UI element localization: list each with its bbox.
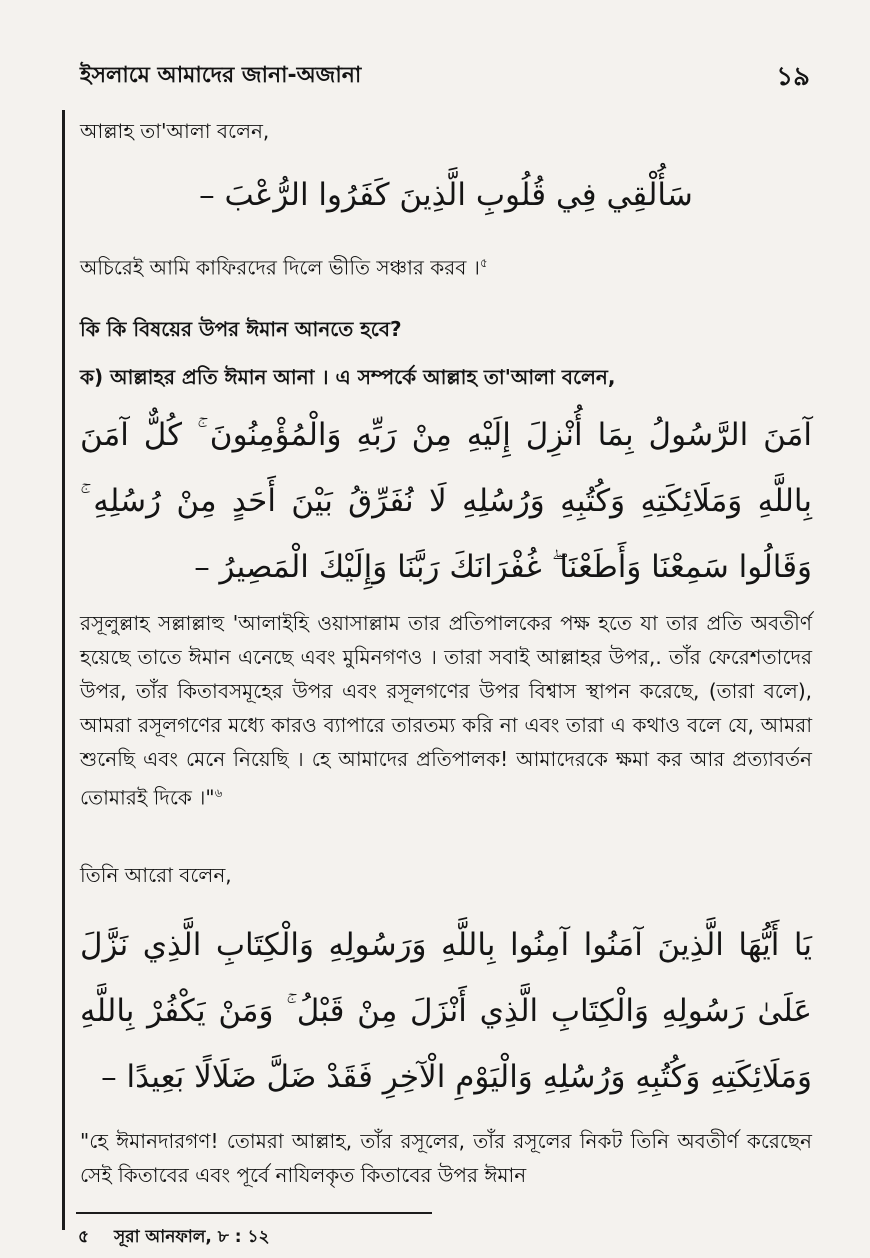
intro-line: আল্লাহ তা'আলা বলেন, bbox=[80, 119, 270, 143]
margin-rule bbox=[62, 110, 65, 1230]
intro-translation bbox=[80, 246, 812, 285]
footnote-ref-6: ৬ bbox=[214, 786, 223, 800]
verse1-translation-text: রসূলুল্লাহ সল্লাল্লাহু 'আলাইহি ওয়াসাল্লাম তার প্রতিপালকের পক্ষ হতে যা তার প্রতি অবতীর্ণ হয়েছে তাতে ঈমান এনেছে এবং মুমিনগণও । তারা সবাই আল্লাহর উপর,. তাঁর ফেরেশতাদের উপর, তাঁর কিতাবসমূহের উপর এবং রসূলগণের উপর বিশ্বাস স্থাপন করেছে, (তারা বলে), আমরা রসূলগণের মধ্যে কারও ব্যাপারে তারতম্য করি না এবং তারা এ কথাও বলে যে, আমরা শুনেছি এবং মেনে নিয়েছি । হে আমাদের প্রতিপালক! আমাদেরকে ক্ষমা কর আর প্রত্যাবর্তন তোমারই দিকে ।" bbox=[80, 611, 812, 810]
footnote-number: ৫ bbox=[78, 1227, 90, 1247]
footnote-ref-5: ৫ bbox=[479, 256, 488, 270]
verse2-translation: "হে ঈমানদারগণ! তোমরা আল্লাহ, তাঁর রসূলের, তাঁর রসূলের নিকট তিনি অবতীর্ণ করেছেন সেই কিতাবের এবং পূর্বে নাযিলকৃত কিতাবের উপর ঈমান bbox=[80, 1129, 812, 1187]
footnote-rule bbox=[76, 1212, 432, 1214]
arabic-verse-baqarah: آمَنَ الرَّسُولُ بِمَا أُنْزِلَ إِلَيْهِ مِنْ رَبِّهِ وَالْمُؤْمِنُونَ ۚ كُلٌّ آمَنَ بِاللَّهِ وَمَلَائِكَتِهِ وَكُتُبِهِ وَرُسُلِهِ لَا نُفَرِّقُ بَيْنَ أَحَدٍ مِنْ رُسُلِهِ ۚ وَقَالُوا سَمِعْنَا وَأَطَعْنَا ۖ غُفْرَانَكَ رَبَّنَا وَإِلَيْكَ الْمَصِيرُ – bbox=[80, 417, 812, 585]
footnote bbox=[78, 1224, 270, 1252]
verse2-intro: তিনি আরো বলেন, bbox=[80, 863, 232, 887]
footnote-text: সূরা আনফাল, ৮ : ১২ bbox=[114, 1227, 270, 1247]
verse1-translation bbox=[80, 606, 812, 815]
arabic-verse-anfal: سَأُلْقِي فِي قُلُوبِ الَّذِينَ كَفَرُوا الرُّعْبَ – bbox=[199, 177, 693, 213]
arabic-verse-nisa: يَا أَيُّهَا الَّذِينَ آمَنُوا آمِنُوا بِاللَّهِ وَرَسُولِهِ وَالْكِتَابِ الَّذِي نَزَّلَ عَلَىٰ رَسُولِهِ وَالْكِتَابِ الَّذِي أَنْزَلَ مِنْ قَبْلُ ۚ وَمَنْ يَكْفُرْ بِاللَّهِ وَمَلَائِكَتِهِ وَكُتُبِهِ وَرُسُلِهِ وَالْيَوْمِ الْآخِرِ فَقَدْ ضَلَّ ضَلَالًا بَعِيدًا – bbox=[80, 927, 812, 1095]
section-question: কি কি বিষয়ের উপর ঈমান আনতে হবে? bbox=[80, 317, 402, 341]
intro-translation-text: অচিরেই আমি কাফিরদের দিলে ভীতি সঞ্চার করব । bbox=[80, 255, 480, 280]
point-a-heading: ক) আল্লাহর প্রতি ঈমান আনা । এ সম্পর্কে আল্লাহ তা'আলা বলেন, bbox=[80, 365, 616, 389]
page-number: ১৯ bbox=[776, 62, 810, 92]
running-header-title: ইসলামে আমাদের জানা-অজানা bbox=[80, 63, 362, 88]
